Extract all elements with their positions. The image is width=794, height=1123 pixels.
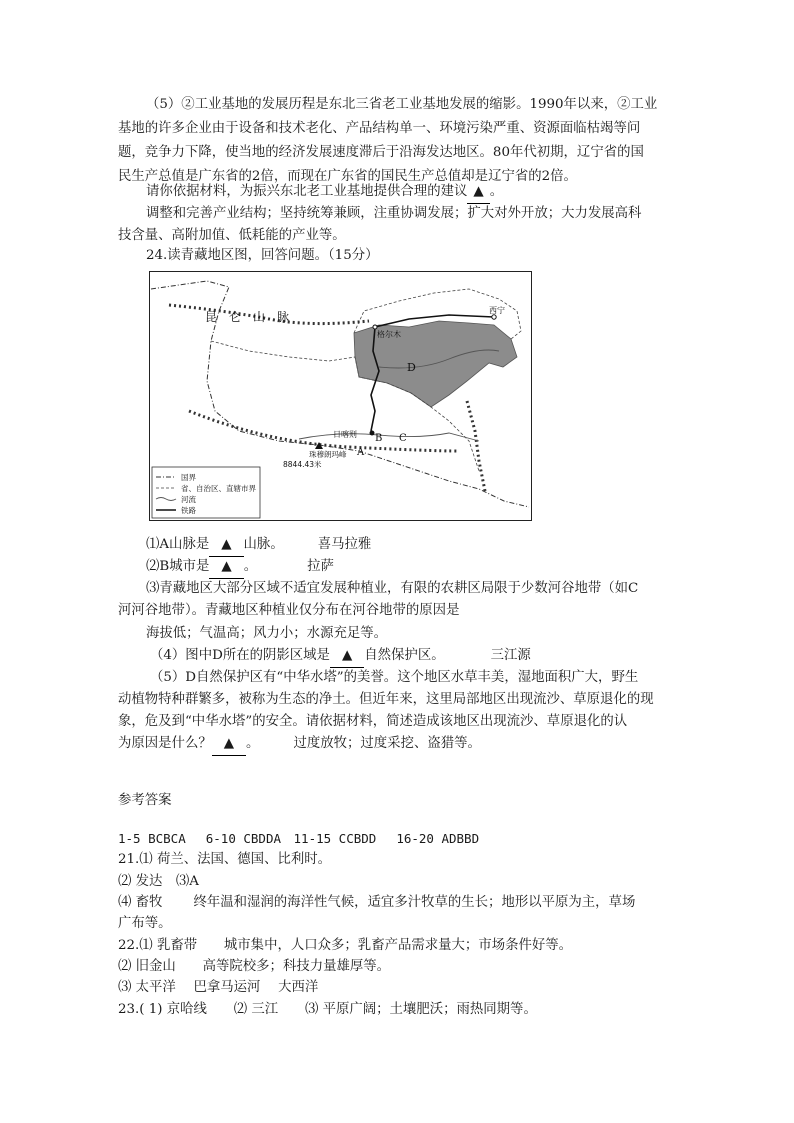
answer-q21-1: 21.⑴ 荷兰、法国、德国、比利时。 (118, 852, 332, 867)
q24-4-answer: 三江源 (490, 648, 531, 663)
q24-5-prompt: 为原因是什么？ (118, 736, 212, 751)
q23-5-line2: 基地的许多企业由于设备和技术老化、产品结构单一、环境污染严重、资源面临枯竭等问 (118, 121, 641, 136)
q23-5-answer-line2: 技含量、高附加值、低耗能的产业等。 (118, 228, 346, 243)
qinghai-tibet-map (149, 271, 532, 521)
legend-province-border: 省、自治区、直辖市界 (181, 484, 256, 493)
q24-4-blank: ▲ (330, 645, 364, 668)
q24-2 (146, 556, 706, 579)
label-everest: 珠穆朗玛峰 (309, 450, 347, 459)
q24-4-post: 自然保护区。 (364, 648, 445, 663)
q24-3-line2: 河河谷地带）。青藏地区种植业仅分布在河谷地带的原因是 (118, 603, 460, 618)
label-a: A (357, 447, 365, 458)
legend-river: 河流 (181, 495, 196, 504)
q24-1-answer: 喜马拉雅 (317, 537, 372, 552)
q24-5-line3: 象，危及到“中华水塔”的安全。请依据材料，简述造成该地区出现流沙、草原退化的认 (118, 714, 628, 729)
q23-5-prompt-text: 请你依据材料，为振兴东北老工业基地提供合理的建议 (146, 184, 468, 199)
q24-2-prompt: ⑵B城市是 (146, 559, 210, 574)
q24-2-answer: 拉萨 (307, 559, 334, 574)
xining-marker (492, 315, 496, 319)
q23-5-line4: 民生产总值是广东省的2倍，而现在广东省的国民生产总值却是辽宁省的2倍。 (118, 169, 577, 184)
q23-5-line3: 题，竞争力下降，使当地的经济发展速度滞后于沿海发达地区。80年代初期，辽宁省的国 (118, 145, 644, 160)
answer-q21-4a: ⑷ 畜牧 终年温和湿润的海洋性气候，适宜多汁牧草的生长；地形以平原为主，草场 (118, 895, 636, 910)
q24-5-line2: 动植物特种群繁多，被称为生态的净土。但近年来，这里局部地区出现流沙、草原退化的现 (118, 692, 654, 707)
q23-5-prompt-end: 。 (489, 184, 504, 199)
label-kunlun: 昆 仑 山 脉 (205, 310, 290, 324)
q23-5-line1: （5）②工业基地的发展历程是东北三省老工业基地发展的缩影。1990年以来，②工业 (146, 97, 658, 112)
q24-3-line1: ⑶青藏地区大部分区域不适宜发展种植业，有限的农耕区局限于少数河谷地带（如C (146, 581, 639, 596)
label-c: C (399, 433, 407, 444)
answer-q23: 23.( 1) 京哈线 ⑵ 三江 ⑶ 平原广阔；土壤肥沃；雨热同期等。 (118, 1002, 537, 1017)
label-b: B (375, 433, 383, 444)
geermu-marker (373, 325, 377, 329)
q24-5-line1: （5）D自然保护区有“中华水塔”的美誉。这个地区水草丰美，湿地面积广大，野生 (150, 670, 639, 685)
label-d: D (407, 361, 416, 374)
q24-1-prompt: ⑴A山脉是 (146, 537, 210, 552)
answers-choice-line: 1-5 BCBCA 6-10 CBDDA 11-15 CCBDD 16-20 ADBBD (118, 831, 480, 846)
lhasa-marker (370, 431, 375, 436)
q24-5-post: 。 (246, 736, 260, 751)
q24-2-post: 。 (243, 559, 258, 574)
q23-5-prompt (146, 181, 706, 204)
q24-4-prompt: （4）图中D所在的阴影区域是 (150, 648, 330, 663)
q24-4 (150, 645, 710, 668)
label-xining: 西宁 (489, 306, 505, 315)
q24-title: 24.读青藏地区图，回答问题。（15分） (146, 248, 379, 263)
q24-2-blank: ▲ (209, 556, 243, 579)
q24-5-blank: ▲ (212, 733, 246, 756)
q23-5-answer-line1: 调整和完善产业结构；坚持统筹兼顾，注重协调发展；扩大对外开放；大力发展高科 (146, 206, 642, 221)
answer-q21-2: ⑵ 发达 ⑶A (118, 874, 199, 889)
q24-3-answer: 海拔低；气温高；风力小；水源充足等。 (146, 626, 388, 641)
answer-q22-3: ⑶ 太平洋 巴拿马运河 大西洋 (118, 980, 319, 995)
legend-railway: 铁路 (181, 506, 196, 515)
answer-q21-4b: 广布等。 (118, 916, 172, 931)
legend-national-border: 国界 (181, 473, 196, 482)
answers-title: 参考答案 (118, 793, 172, 808)
q24-5-answer: 过度放牧；过度采挖、盗猎等。 (293, 736, 481, 751)
q24-1-post: 山脉。 (243, 537, 284, 552)
q24-1-blank: ▲ (209, 534, 243, 557)
answer-q22-2: ⑵ 旧金山 高等院校多；科技力量雄厚等。 (118, 959, 391, 974)
q24-1 (146, 534, 706, 557)
label-height: 8844.43米 (283, 460, 322, 469)
map-svg (149, 271, 532, 521)
label-rikaze: 日喀则 (333, 430, 357, 439)
label-geermu: 格尔木 (377, 330, 401, 339)
q23-5-blank: ▲ (467, 181, 489, 204)
answer-q22-1: 22.⑴ 乳畜带 城市集中，人口众多；乳畜产品需求量大；市场条件好等。 (118, 938, 573, 953)
q24-5-line4 (118, 733, 678, 756)
